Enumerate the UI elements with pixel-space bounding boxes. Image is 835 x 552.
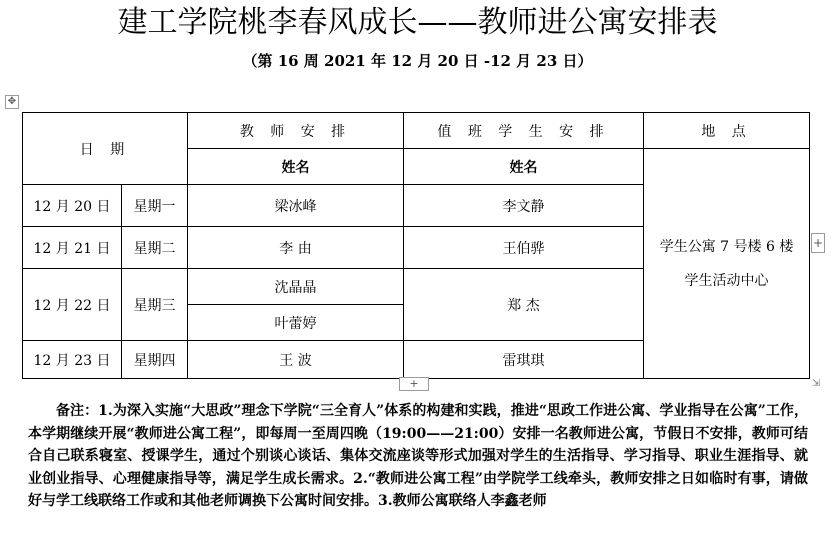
table-move-handle-icon[interactable]: ✥: [5, 95, 19, 109]
date-cell: 12 月 21 日: [23, 227, 122, 269]
header-teacher-arrangement: 教 师 安 排: [188, 113, 404, 149]
weekday-cell: 星期二: [122, 227, 188, 269]
header-date: 日 期: [23, 113, 188, 185]
student-cell: 李文静: [404, 185, 644, 227]
add-column-button[interactable]: +: [811, 233, 825, 253]
notes-paragraph: 备注：1.为深入实施“大思政”理念下学院“三全育人”体系的构建和实践，推进“思政工作进公寓、学业指导在公寓”工作，本学期继续开展“教师进公寓工程”，即每周一至周四晚（19:00——21:00）安排一名教师进公寓，节假日不安排，教师可结合自己联系寝室、授课学生，通过个别谈心谈话、集体交流座谈等形式加强对学生的生活指导、学习指导、职业生涯指导、就业创业指导、心理健康指导等，满足学生成长需求。2.“教师进公寓工程”由学院学工线牵头，教师安排之日如临时有事，请做好与学工线联络工作或和其他老师调换下公寓时间安排。3.教师公寓联络人李鑫老师: [28, 403, 808, 509]
teacher-cell: 叶蕾婷: [188, 305, 404, 341]
header-student-name: 姓名: [404, 149, 644, 185]
location-cell: [644, 149, 810, 379]
location-line-1: 学生公寓 7 号楼 6 楼: [659, 238, 794, 255]
student-cell: 王伯骅: [404, 227, 644, 269]
header-location: 地 点: [644, 113, 810, 149]
student-cell: 郑 杰: [404, 269, 644, 341]
add-row-button[interactable]: +: [399, 377, 429, 391]
weekday-cell: 星期一: [122, 185, 188, 227]
date-cell: 12 月 20 日: [23, 185, 122, 227]
teacher-cell: 王 波: [188, 341, 404, 379]
date-cell: 12 月 22 日: [23, 269, 122, 341]
table-resize-handle-icon[interactable]: ⇲: [811, 378, 821, 389]
header-teacher-name: 姓名: [188, 149, 404, 185]
student-cell: 雷琪琪: [404, 341, 644, 379]
date-cell: 12 月 23 日: [23, 341, 122, 379]
weekday-cell: 星期三: [122, 269, 188, 341]
teacher-cell: 沈晶晶: [188, 269, 404, 305]
location-line-2: 学生活动中心: [684, 272, 769, 289]
header-student-arrangement: 值 班 学 生 安 排: [404, 113, 644, 149]
schedule-table: [22, 112, 810, 379]
document-subtitle: （第 16 周 2021 年 12 月 20 日 -12 月 23 日）: [242, 52, 593, 70]
teacher-cell: 李 由: [188, 227, 404, 269]
teacher-cell: 梁冰峰: [188, 185, 404, 227]
table-header-row: [23, 113, 810, 149]
document-title: 建工学院桃李春风成长——教师进公寓安排表: [117, 5, 718, 40]
weekday-cell: 星期四: [122, 341, 188, 379]
